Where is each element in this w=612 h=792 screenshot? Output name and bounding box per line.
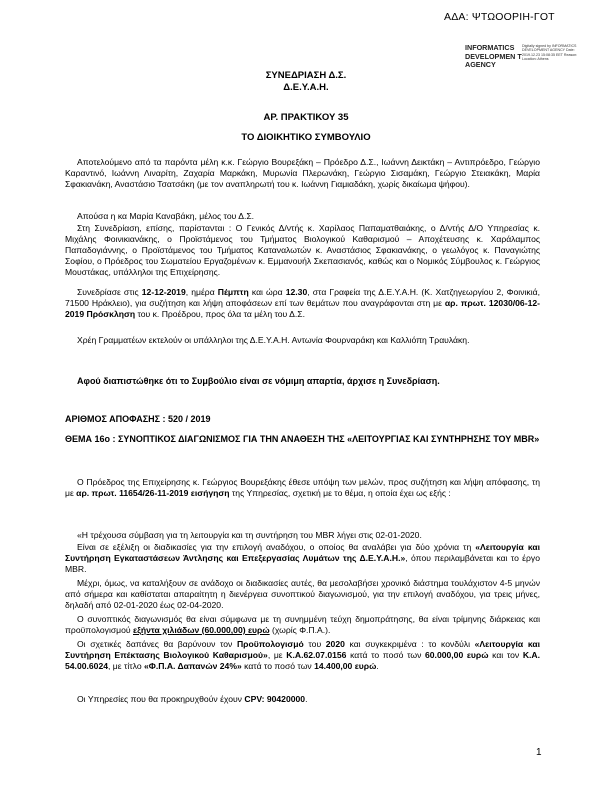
service-title: «Λειτουργία και Συντήρηση Εγκαταστάσεων Άντλησης και Επεξεργασίας Λυμάτων της Δ.Ε.Υ.Α.Η.»	[65, 542, 540, 563]
amount-2: 14.400,00 ευρώ	[314, 660, 377, 671]
session-date: 12-12-2019	[141, 287, 186, 297]
interim-period-paragraph: Μέχρι, όμως, να καταλήξουν σε ανάδοχο οι διαδικασίες αυτές, θα μεσολαβήσει χρονικό διάστημα τουλάχιστον 4-5 μηνών από σήμερα και καθίσταται απαραίτητη η διενέργεια συνοπτικού διαγωνισμού, για την επιλογή αναδόχου, για τρεις μήνες, δηλαδή από 02-01-2020 έως 02-04-2020.	[65, 578, 540, 610]
amount-1: 60.000,00 ευρώ	[425, 649, 489, 660]
president-paragraph: Ο Πρόεδρος της Επιχείρησης κ. Γεώργιος Βουρεξάκης έθεσε υπόψη των μελών, προς συζήτηση και λήψη απόφασης, τη με αρ. πρωτ. 11654/26-11-2019 εισήγηση της Υπηρεσίας, σχετική με το θέμα, η οποία έχει ως εξής :	[65, 477, 540, 498]
tender-process-paragraph: Είναι σε εξέλιξη οι διαδικασίες για την επιλογή αναδόχου, ο οποίος θα αναλάβει για δύο χρόνια τη «Λειτουργία και Συντήρηση Εγκαταστάσεων Άντλησης και Επεξεργασίας Λυμάτων της Δ.Ε.Υ.Α.Η.», όπου περιλαμβάνεται και το έργο MBR.	[65, 542, 540, 574]
topic-title: ΘΕΜΑ 16ο : ΣΥΝΟΠΤΙΚΟΣ ΔΙΑΓΩΝΙΣΜΟΣ ΓΙΑ ΤΗΝ ΑΝΑΘΕΣΗ ΤΗΣ «ΛΕΙΤΟΥΡΓΙΑΣ ΚΑΙ ΣΥΝΤΗΡΗΣΗΣ ΤΟΥ MBR»	[65, 434, 540, 444]
board-title: ΤΟ ΔΙΟΙΚΗΤΙΚΟ ΣΥΜΒΟΥΛΙΟ	[241, 132, 371, 143]
decision-number: ΑΡΙΘΜΟΣ ΑΠΟΦΑΣΗΣ : 520 / 2019	[65, 414, 211, 424]
vat-title: «Φ.Π.Α. Δαπανών 24%»	[144, 660, 242, 671]
invitation-reference: αρ. πρωτ. 12030/06-12-2019 Πρόσκληση	[65, 297, 540, 319]
present-staff-paragraph: Στη Συνεδρίαση, επίσης, παρίστανται : Ο Γενικός Δ/ντής κ. Χαρίλαος Παπαματθαιάκης, ο Δ/ντής Δ/Ο Υπηρεσίας κ. Μιχάλης Φοινικιανάκης, ο Προϊστάμενος του Τμήματος Βιολογικού Καθαρισμού – Αποχέτευσης κ. Χαράλαμπος Παπαδογιάννης, ο Προϊστάμενος του Τμήματος Καταναλωτών κ. Αναστάσιος Σφακιανάκης, ο γεωλόγος κ. Παναγιώτης Σοφίου, ο Πρόεδρος του Σωματείου Εργαζομένων κ. Εμμανουήλ Σκεπασιανός, καθώς και ο Νομικός Σύμβουλος κ. Γεώργιος Μουστάκας, υπάλληλοι της Επιχείρησης.	[65, 223, 540, 277]
budget-item: «Λειτουργία και Συντήρηση Επέκτασης Βιολογικού Καθαρισμού»	[65, 639, 541, 660]
budget-amount: εξήντα χιλιάδων (60.000,00) ευρώ	[133, 624, 270, 635]
attendees-paragraph: Αποτελούμενο από τα παρόντα μέλη κ.κ. Γεώργιο Βουρεξάκη – Πρόεδρο Δ.Σ., Ιωάννη Δεικτάκη – Αντιπρόεδρο, Γεώργιο Καραντινό, Ιωάννη Λιναρίτη, Ζαχαρία Μαρκάκη, Μυρωνία Πλερωνάκη, Γεώργιο Σισαμάκη, Γεώργιο Στειακάκη, Μαρία Σφακιανάκη, Αναστάσιο Τσατσάκη (με τον αναπληρωτή του κ. Ιωάννη Γιαμιαδάκη, χωρίς δικαίωμα ψήφου).	[65, 157, 540, 189]
session-time: 12.30	[285, 287, 308, 297]
minutes-number: ΑΡ. ΠΡΑΚΤΙΚΟΥ 35	[263, 112, 349, 123]
absent-paragraph: Απούσα η κα Μαρία Καναβάκη, μέλος του Δ.Σ.	[77, 211, 255, 221]
contract-expiry: «Η τρέχουσα σύμβαση για τη λειτουργία και τη συντήρηση του MBR λήγει στις 02-01-2020.	[77, 530, 422, 540]
meeting-title: ΣΥΝΕΔΡΙΑΣΗ Δ.Σ.	[265, 70, 347, 81]
cpv-paragraph: Οι Υπηρεσίες που θα προκηρυχθούν έχουν CPV: 90420000.	[77, 694, 308, 704]
quorum-statement: Αφού διαπιστώθηκε ότι το Συμβούλιο είναι σε νόμιμη απαρτία, άρχισε η Συνεδρίαση.	[77, 376, 440, 386]
meeting-heading	[0, 70, 612, 94]
account-code-2: Κ.Α. 54.00.6024	[65, 649, 540, 671]
session-day: Πέμπτη	[217, 287, 249, 297]
proposal-reference: αρ. πρωτ. 11654/26-11-2019 εισήγηση	[76, 487, 230, 498]
tender-budget-paragraph: Ο συνοπτικός διαγωνισμός θα είναι σύμφωνα με τη συνημμένη τεύχη δημοπράτησης, θα είναι τρίμηνης διάρκειας και προϋπολογισμού εξήντα χιλιάδων (60.000,00) ευρώ (χωρίς Φ.Π.Α.).	[65, 614, 540, 635]
stamp-signer: INFORMATICS DEVELOPMEN T AGENCY	[465, 43, 522, 70]
page-number: 1	[536, 747, 542, 758]
secretaries-paragraph: Χρέη Γραμματέων εκτελούν οι υπάλληλοι της Δ.Ε.Υ.Α.Η. Αντωνία Φουρναράκη και Καλλιόπη Τραυλάκη.	[77, 335, 470, 345]
expenses-paragraph: Οι σχετικές δαπάνες θα βαρύνουν τον Προϋπολογισμό του 2020 και συγκεκριμένα : το κονδύλι «Λειτουργία και Συντήρηση Επέκτασης Βιολογικού Καθαρισμού», με Κ.Α.62.07.0156 κατά το ποσό των 60.000,00 ευρώ και τον Κ.Α. 54.00.6024, με τίτλο «Φ.Π.Α. Δαπανών 24%» κατά το ποσό των 14.400,00 ευρώ.	[65, 639, 541, 671]
ada-code: ΑΔΑ: ΨΤΩΟΟΡΙΗ-ΓΟΤ	[444, 11, 555, 23]
account-code-1: Κ.Α.62.07.0156	[286, 649, 347, 660]
session-paragraph: Συνεδρίασε στις 12-12-2019, ημέρα Πέμπτη και ώρα 12.30, στα Γραφεία της Δ.Ε.Υ.Α.Η. (Κ. Χατζηγεωργίου 2, Φοινικιά, 71500 Ηράκλειο), για συζήτηση και λήψη αποφάσεων επί των θεμάτων που αναγράφονται στη με αρ. πρωτ. 12030/06-12-2019 Πρόσκληση του κ. Προέδρου, προς όλα τα μέλη του Δ.Σ.	[65, 287, 540, 319]
organization-name: Δ.Ε.Υ.Α.Η.	[283, 82, 329, 93]
stamp-details: Digitally signed by INFORMATICS DEVELOPMENT AGENCY Date: 2019.12.23 15:08:35 EET Reason: Location: Athens	[522, 44, 578, 62]
cpv-code: CPV: 90420000	[244, 694, 306, 704]
